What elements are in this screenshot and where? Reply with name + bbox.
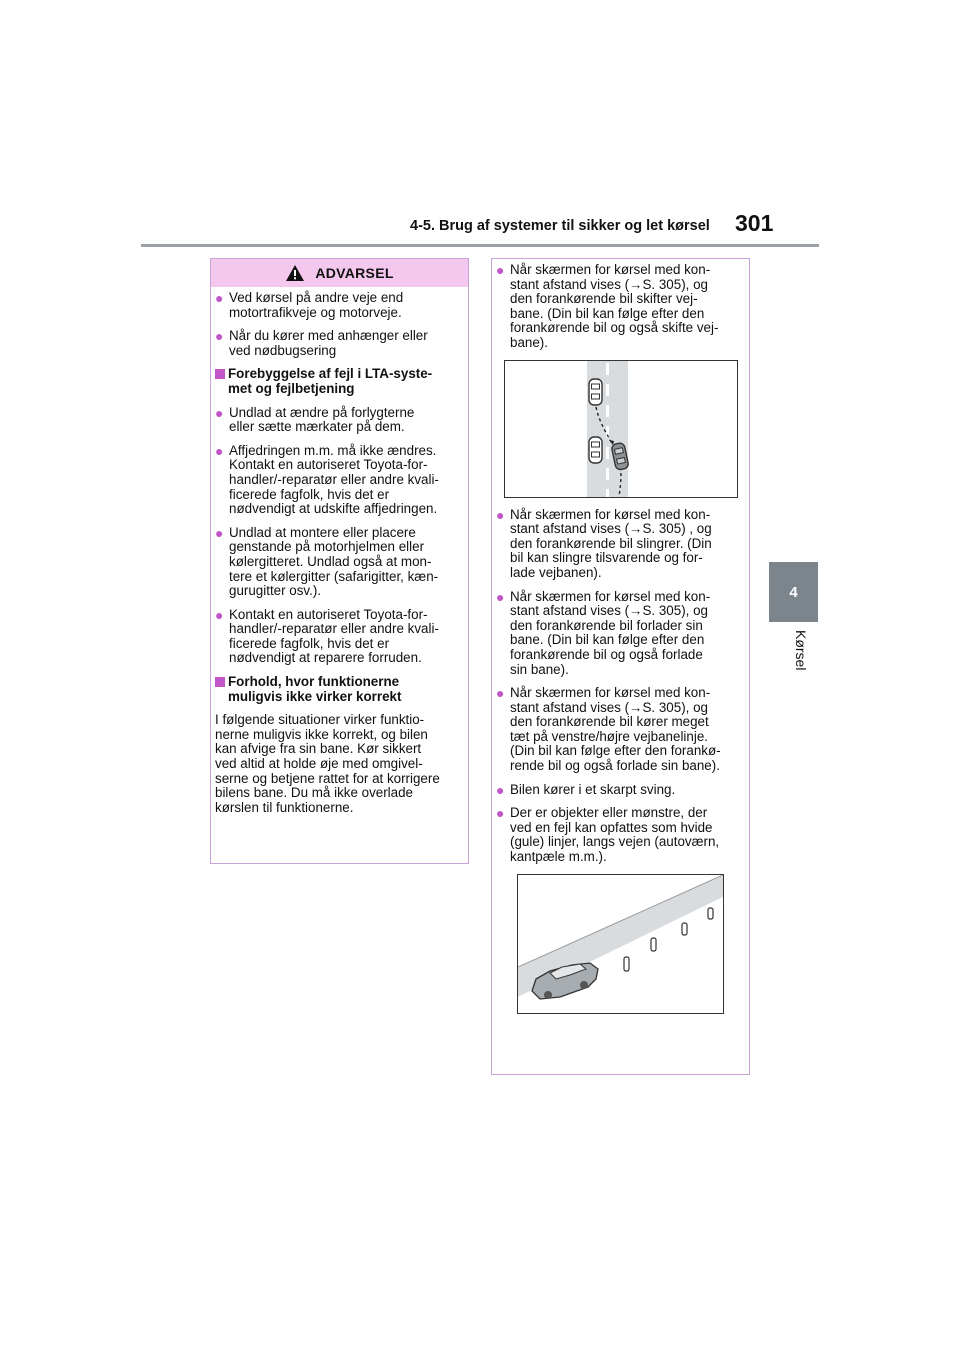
- guardrail-posts-illustration: [517, 874, 724, 1014]
- condition-item: [496, 783, 745, 798]
- condition-item: [496, 263, 745, 351]
- bullet-icon: ●: [496, 588, 505, 605]
- bullet-icon: ●: [496, 506, 505, 523]
- lead-car: [589, 379, 602, 405]
- warning-title: ADVARSEL: [315, 265, 394, 281]
- warning-body: [211, 287, 468, 815]
- bullet-icon: ●: [215, 524, 224, 541]
- chapter-number: 4: [789, 583, 798, 601]
- warning-paragraph: I følgende situationer virker funktio- nerne muligvis ikke korrekt, og bilen kan afvige fra sin bane. Kør sikkert ved altid at holde øje med omgivel- serne og betjene rattet for at korrigere bilens bane. Du må ikke overlade kørslen til funktionerne.: [215, 712, 440, 815]
- square-bullet-icon: [215, 675, 228, 704]
- warning-item: [215, 329, 464, 358]
- page-number: 301: [735, 210, 774, 236]
- chapter-tab: [769, 562, 818, 622]
- warning-item-text: Affjedringen m.m. må ikke ændres. Kontakt en autoriseret Toyota-for- handler/-reparatør eller andre kvali- ficerede fagfolk, hvis det er nødvendigt at udskifte affjedringen.: [229, 442, 439, 517]
- bullet-icon: ●: [215, 290, 224, 306]
- bullet-icon: ●: [496, 685, 505, 702]
- warning-item-text: Undlad at ændre på forlygterne eller sætte mærkater på dem.: [229, 404, 415, 435]
- condition-item: [496, 686, 745, 774]
- condition-item: [496, 508, 745, 581]
- warning-item: [215, 608, 464, 666]
- condition-item-text: Bilen kører i et skarpt sving.: [510, 781, 676, 797]
- bullet-icon: ●: [496, 262, 505, 278]
- warning-heading: [215, 675, 464, 704]
- warning-item-text: Ved kørsel på andre veje end motortrafikveje og motorveje.: [229, 290, 404, 320]
- condition-item-text: Når skærmen for kørsel med kon- stant afstand vises (→S. 305), og den forankørende bil skifter vej- bane. (Din bil kan følge efter den forankørende bil og også skifte vej- bane).: [510, 262, 719, 350]
- warning-heading-text: Forhold, hvor funktionerne muligvis ikke virker korrekt: [228, 674, 402, 704]
- bullet-icon: ●: [215, 606, 224, 623]
- warning-item: [215, 444, 464, 517]
- chapter-label: Kørsel: [793, 630, 809, 671]
- warning-triangle-icon: [285, 264, 305, 282]
- warning-item: [215, 406, 464, 435]
- bullet-icon: ●: [496, 781, 505, 798]
- header-divider: [141, 244, 819, 247]
- warning-item-text: Kontakt en autoriseret Toyota-for- handler/-reparatør eller andre kvali- ficerede fagfolk, hvis det er nødvendigt at reparere forruden.: [229, 606, 439, 666]
- bullet-icon: ●: [215, 404, 224, 421]
- warning-heading-text: Forebyggelse af fejl i LTA-syste- met og fejlbetjening: [228, 366, 433, 396]
- condition-item-text: Der er objekter eller mønstre, der ved en fejl kan opfattes som hvide (gule) linjer, langs vejen (autoværn, kantpæle m.m.).: [510, 805, 720, 865]
- section-title: 4-5. Brug af systemer til sikker og let kørsel: [410, 218, 710, 234]
- warning-box: [210, 258, 469, 864]
- condition-item: [496, 590, 745, 678]
- warning-item-text: Undlad at montere eller placere genstande på motorhjelmen eller kølergitteret. Undlad også at mon- tere et kølergitter (safarigitter, kæn- gurugitter osv.).: [229, 524, 439, 599]
- bullet-icon: ●: [496, 805, 505, 822]
- lane-change-illustration: [504, 360, 738, 498]
- warning-item: [215, 526, 464, 599]
- bullet-icon: ●: [215, 328, 224, 345]
- condition-item: [496, 806, 745, 864]
- condition-item-text: Når skærmen for kørsel med kon- stant afstand vises (→S. 305) , og den forankørende bil slingrer. (Din bil kan slingre tilsvarende og for- lade vejbanen).: [510, 506, 712, 580]
- own-car: [589, 437, 602, 463]
- bullet-icon: ●: [215, 442, 224, 459]
- conditions-box: [491, 258, 750, 1075]
- condition-item-text: Når skærmen for kørsel med kon- stant afstand vises (→S. 305), og den forankørende bil forlader sin bane. (Din bil kan følge efter den forankørende bil og også forlade sin bane).: [510, 588, 711, 677]
- warning-item: [215, 291, 464, 320]
- warning-item-text: Når du kører med anhænger eller ved nødbugsering: [229, 328, 428, 358]
- square-bullet-icon: [215, 367, 228, 396]
- warning-heading: [215, 367, 464, 396]
- warning-header: [211, 259, 468, 287]
- condition-item-text: Når skærmen for kørsel med kon- stant afstand vises (→S. 305), og den forankørende bil kører meget tæt på venstre/højre vejbanelinje. (Din bil kan følge efter den forankø- rende bil og også forlade sin bane).: [510, 685, 721, 774]
